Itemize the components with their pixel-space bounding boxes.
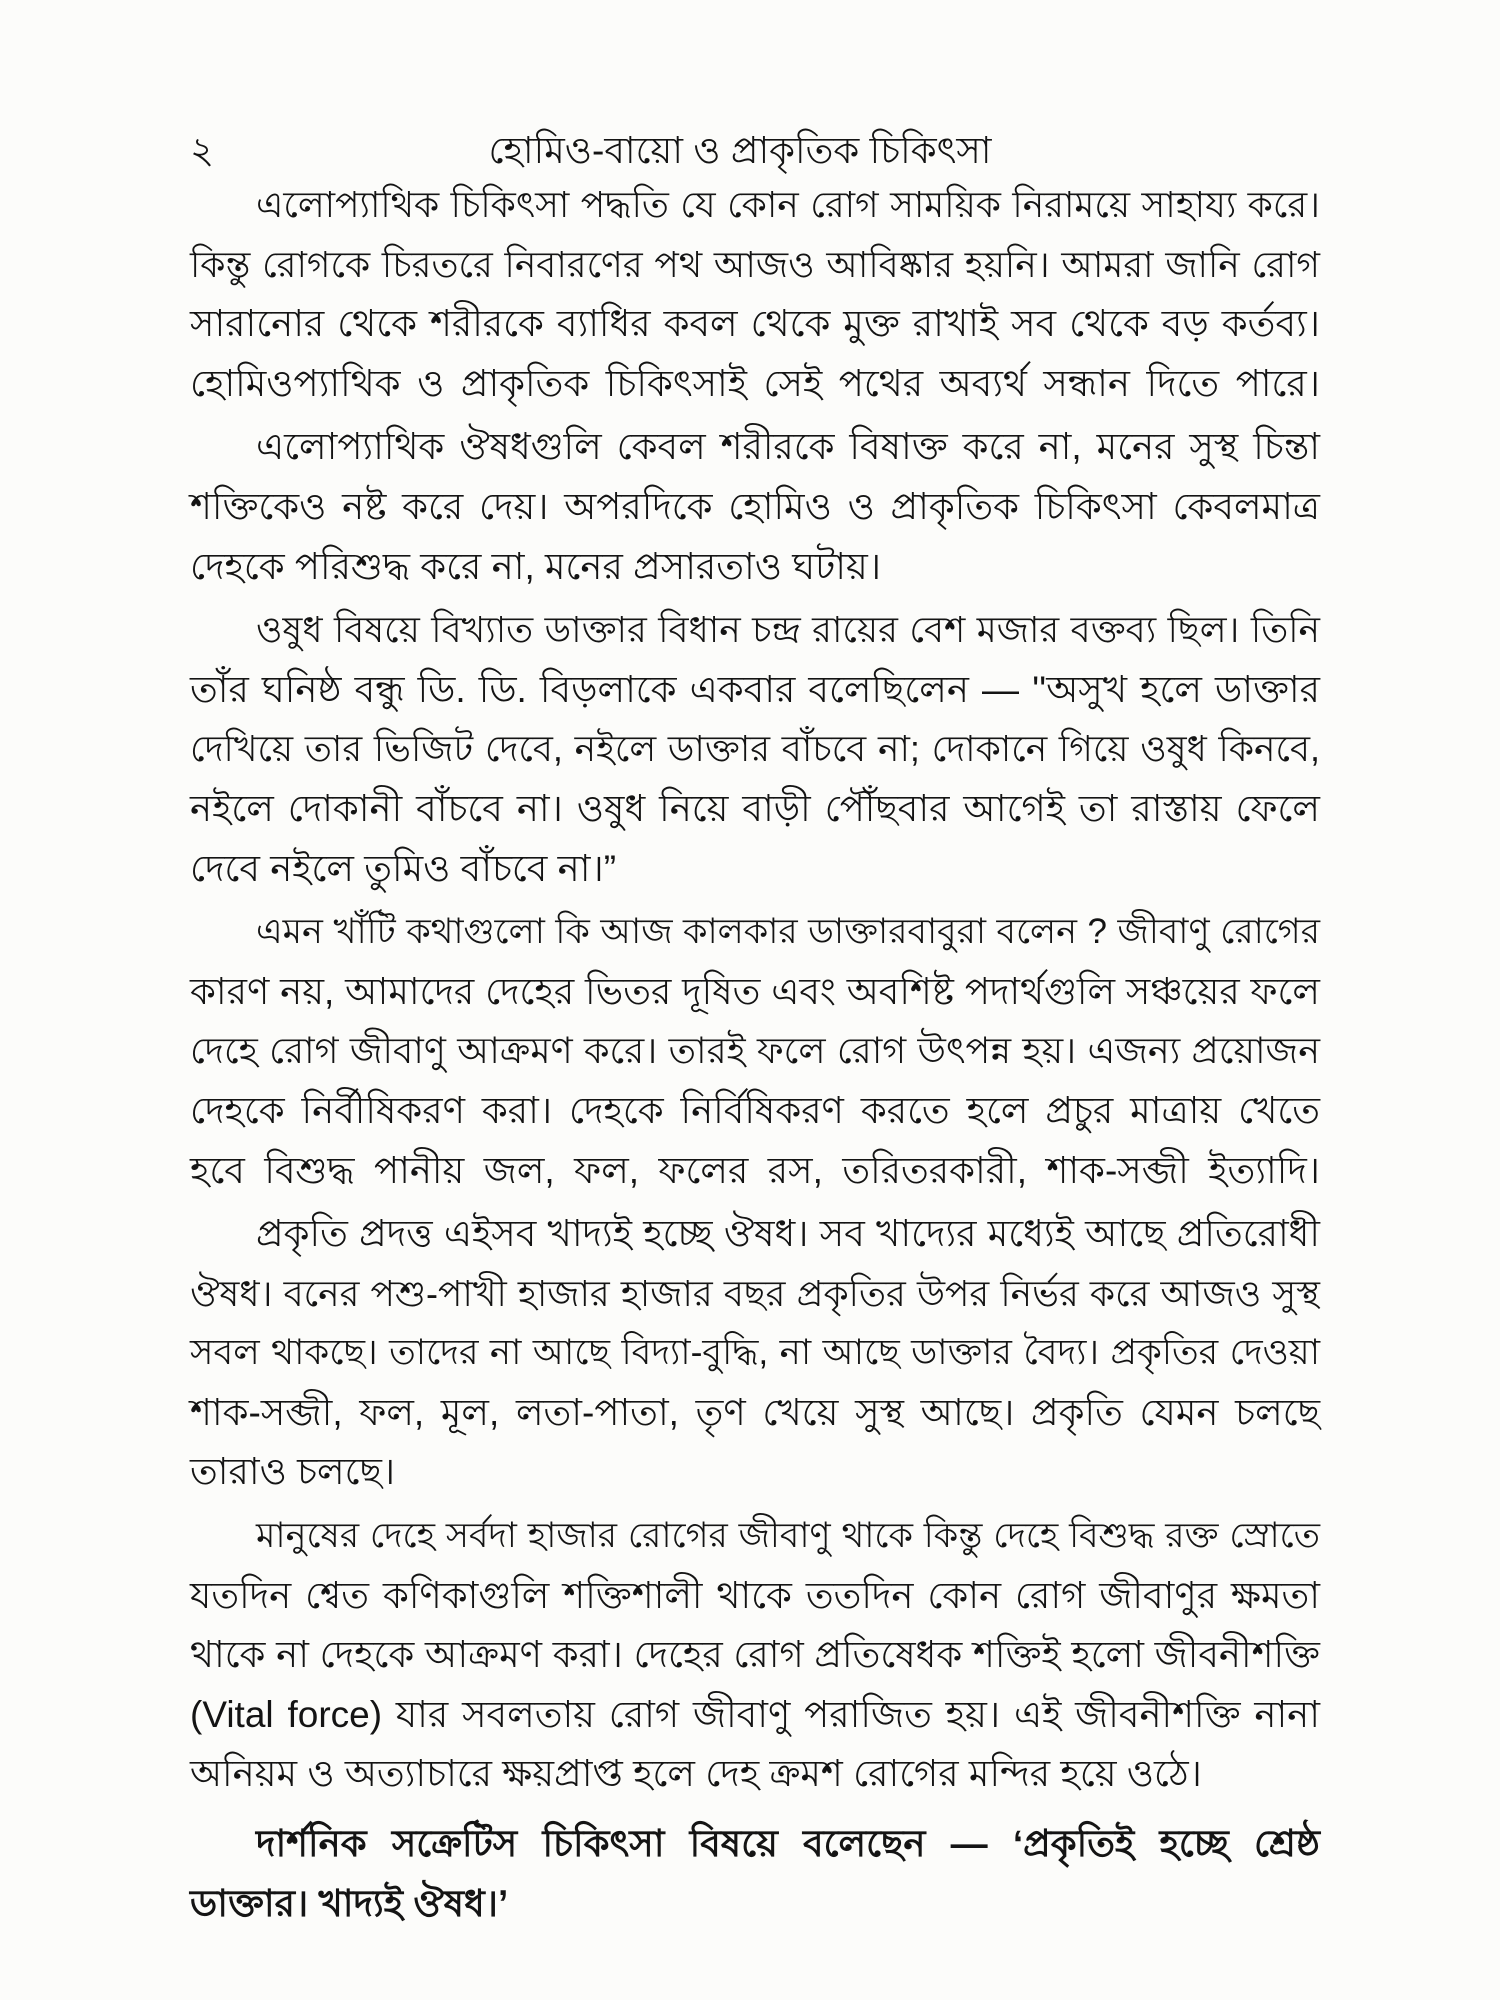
body-line: দার্শনিক সক্রেটিস চিকিৎসা বিষয়ে বলেছেন — ‘প্রকৃতিই হচ্ছে শ্রেষ্ঠ: [256, 1823, 1320, 1865]
body-line: দেহকে নির্বীষিকরণ করা। দেহকে নির্বিষিকরণ করতে হলে প্রচুর মাত্রায় খেতে: [190, 1089, 1320, 1131]
body-line: যতদিন শ্বেত কণিকাগুলি শক্তিশালী থাকে ততদিন কোন রোগ জীবাণুর ক্ষমতা: [190, 1574, 1320, 1616]
body-line: শক্তিকেও নষ্ট করে দেয়। অপরদিকে হোমিও ও প্রাকৃতিক চিকিৎসা কেবলমাত্র: [190, 485, 1320, 527]
body-line: শাক-সব্জী, ফল, মূল, লতা-পাতা, তৃণ খেয়ে সুস্থ আছে। প্রকৃতি যেমন চলছে: [190, 1391, 1320, 1433]
body-line: ওষুধ বিষয়ে বিখ্যাত ডাক্তার বিধান চন্দ্র রায়ের বেশ মজার বক্তব্য ছিল। তিনি: [256, 609, 1320, 651]
body-line: নইলে দোকানী বাঁচবে না। ওষুধ নিয়ে বাড়ী পৌঁছবার আগেই তা রাস্তায় ফেলে: [190, 787, 1320, 829]
body-line: থাকে না দেহকে আক্রমণ করা। দেহের রোগ প্রতিষেধক শক্তিই হলো জীবনীশক্তি: [190, 1634, 1320, 1676]
body-line: অনিয়ম ও অত্যাচারে ক্ষয়প্রাপ্ত হলে দেহ ক্রমশ রোগের মন্দির হয়ে ওঠে।: [190, 1753, 1202, 1795]
body-line: কিন্তু রোগকে চিরতরে নিবারণের পথ আজও আবিষ্কার হয়নি। আমরা জানি রোগ: [190, 243, 1320, 285]
paragraph-socrates-quote: [190, 1814, 1320, 1933]
body-line: দেখিয়ে তার ভিজিট দেবে, নইলে ডাক্তার বাঁচবে না; দোকানে গিয়ে ওষুধ কিনবে,: [190, 728, 1320, 770]
running-title: হোমিও-বায়ো ও প্রাকৃতিক চিকিৎসা: [488, 130, 992, 171]
page-header: [190, 125, 1320, 177]
body-line: কারণ নয়, আমাদের দেহের ভিতর দূষিত এবং অবশিষ্ট পদার্থগুলি সঞ্চয়ের ফলে: [190, 970, 1320, 1012]
body-line: তারাও চলছে।: [190, 1451, 396, 1493]
paragraph-germs: [190, 902, 1320, 1200]
paragraph-medicines: [190, 417, 1320, 596]
body-line: এমন খাঁটি কথাগুলো কি আজ কালকার ডাক্তারবাবুরা বলেন ? জীবাণু রোগের: [256, 912, 1320, 952]
body-line: তাঁর ঘনিষ্ঠ বন্ধু ডি. ডি. বিড়লাকে একবার বলেছিলেন — ''অসুখ হলে ডাক্তার: [190, 668, 1320, 710]
paragraph-vital-force: [190, 1506, 1320, 1804]
body-line: মানুষের দেহে সর্বদা হাজার রোগের জীবাণু থাকে কিন্তু দেহে বিশুদ্ধ রক্ত স্রোতে: [256, 1516, 1320, 1556]
body-line: দেবে নইলে তুমিও বাঁচবে না।”: [190, 847, 617, 889]
body-line: (Vital force) যার সবলতায় রোগ জীবাণু পরাজিত হয়। এই জীবনীশক্তি নানা: [190, 1693, 1320, 1735]
body-line: দেহকে পরিশুদ্ধ করে না, মনের প্রসারতাও ঘটায়।: [190, 545, 882, 587]
page-number: ২: [190, 130, 215, 171]
body-line: সারানোর থেকে শরীরকে ব্যাধির কবল থেকে মুক্ত রাখাই সব থেকে বড় কর্তব্য।: [190, 303, 1320, 345]
body-line: ডাক্তার। খাদ্যই ঔষধ।’: [190, 1882, 509, 1924]
body-line: সবল থাকছে। তাদের না আছে বিদ্যা-বুদ্ধি, না আছে ডাক্তার বৈদ্য। প্রকৃতির দেওয়া: [190, 1332, 1320, 1373]
paragraph-bidhan-roy-quote: [190, 600, 1320, 898]
page-body: [190, 175, 1320, 1933]
body-line: হোমিওপ্যাথিক ও প্রাকৃতিক চিকিৎসাই সেই পথের অব্যর্থ সন্ধান দিতে পারে।: [190, 362, 1320, 404]
body-line: এলোপ্যাথিক চিকিৎসা পদ্ধতি যে কোন রোগ সাময়িক নিরাময়ে সাহায্য করে।: [256, 184, 1320, 225]
paragraph-allopathy: [190, 175, 1320, 413]
body-line: এলোপ্যাথিক ঔষধগুলি কেবল শরীরকে বিষাক্ত করে না, মনের সুস্থ চিন্তা: [256, 426, 1320, 468]
body-line: প্রকৃতি প্রদত্ত এইসব খাদ্যই হচ্ছে ঔষধ। সব খাদ্যের মধ্যেই আছে প্রতিরোধী: [256, 1213, 1320, 1255]
paragraph-natural-food: [190, 1204, 1320, 1502]
body-line: হবে বিশুদ্ধ পানীয় জল, ফল, ফলের রস, তরিতরকারী, শাক-সব্জী ইত্যাদি।: [190, 1149, 1320, 1191]
body-line: দেহে রোগ জীবাণু আক্রমণ করে। তারই ফলে রোগ উৎপন্ন হয়। এজন্য প্রয়োজন: [190, 1030, 1320, 1072]
body-line: ঔষধ। বনের পশু-পাখী হাজার হাজার বছর প্রকৃতির উপর নির্ভর করে আজও সুস্থ: [190, 1272, 1320, 1314]
